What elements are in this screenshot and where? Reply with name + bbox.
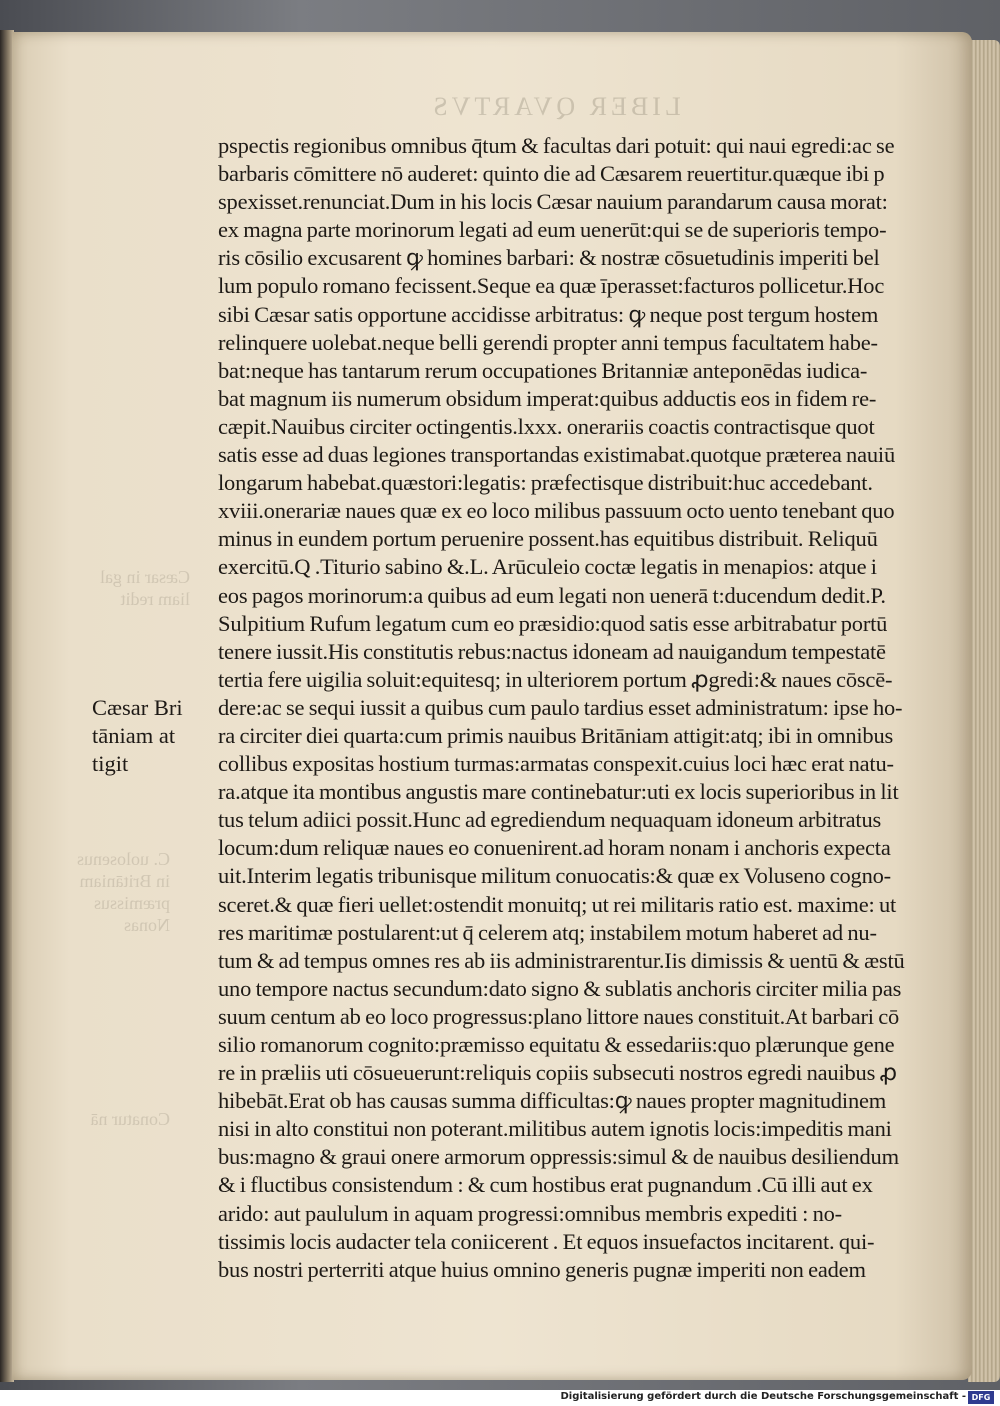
- bleedthrough-line: Conatur nā: [90, 1109, 170, 1129]
- text-line: silio romanorum cognito:præmisso equitatu & essedariis:quo plærunque gene: [218, 1032, 895, 1057]
- bleedthrough-note-2: [40, 848, 170, 936]
- text-line: pspectis regionibus omnibus q̄tum & facultas dari potuit: qui naui egredi:ac se: [218, 133, 895, 158]
- bleedthrough-line: Nonas: [124, 915, 170, 935]
- text-line: ra.atque ita montibus angustis mare continebatur:uti ex locis superioribus in lit: [218, 779, 899, 805]
- text-line: tertia fere uigilia soluit:equitesq; in ulteriorem portum ꝓgredi:& naues cōscē-: [218, 666, 893, 692]
- text-line: minus in eundem portum peruenire possent.has equitibus distribuit. Reliquū: [218, 526, 878, 552]
- footer-credit: Digitalisierung gefördert durch die Deutsche Forschungsgemeinschaft -: [560, 1391, 966, 1402]
- bleedthrough-line: liam redit: [120, 589, 190, 609]
- text-line: ra circiter diei quarta:cum primis nauibus Britāniam attigit:atq; ibi in omnibus: [218, 722, 894, 748]
- text-line: lum populo romano fecissent.Seque ea quæ īperasset:facturos pollicetur.Hoc: [218, 273, 885, 299]
- text-line: locum:dum reliquæ naues eo conuenirent.ad horam nonam i anchoris expecta: [218, 835, 891, 861]
- text-line: cæpit.Nauibus circiter octingentis.lxxx. onerariis coactis contractisque quot: [218, 413, 875, 439]
- bleedthrough-line: Cæsar in gal: [100, 567, 190, 587]
- margin-note-line: tāniam at: [92, 723, 176, 749]
- text-line: barbaris cōmittere nō auderet: quinto die ad Cæsarem reuertitur.quæque ibi p: [218, 161, 885, 187]
- text-line: bat:neque has tantarum rerum occupationes Britanniæ anteponēdas iudica-: [218, 357, 868, 383]
- running-head-bleedthrough: LIBER QVARTVS: [429, 92, 681, 121]
- text-line: arido: aut paululum in aquam progressi:omnibus membris expediti : no-: [218, 1200, 842, 1226]
- text-line: nisi in alto constitui non poterant.militibus autem ignotis locis:impeditis mani: [218, 1116, 892, 1142]
- text-line: sibi Cæsar satis opportune accidisse arbitratus: ꝙ neque post tergum hostem: [218, 301, 879, 327]
- main-text-block: [218, 132, 914, 1284]
- margin-note-line: tigit: [92, 751, 129, 777]
- text-line: Sulpitium Rufum legatum cum eo præsidio:quod satis esse arbitrabatur portū: [218, 610, 888, 636]
- text-line: suum centum ab eo loco progressus:plano littore naues constituit.At barbari cō: [218, 1003, 900, 1029]
- text-line: spexisset.renunciat.Dum in his locis Cæsar nauium parandarum causa morat:: [218, 189, 888, 215]
- text-line: res maritimæ postularent:ut q̄ celerem atq; instabilem motum haberet ad nu-: [218, 919, 877, 945]
- text-line: eos pagos morinorum:a quibus ad eum legati non uenerā t:ducendum dedit.P.: [218, 582, 886, 608]
- margin-note-line: Cæsar Bri: [92, 695, 183, 720]
- text-line: bus nostri perterriti atque huius omnino generis pugnæ imperiti non eadem: [218, 1256, 866, 1282]
- text-line: uno tempore nactus secundum:dato signo & sublatis anchoris circiter milia pas: [218, 975, 902, 1001]
- text-line: uit.Interim legatis tribunisque militum conuocatis:& quæ ex Voluseno cogno-: [218, 863, 891, 889]
- page-stack-edge: [968, 40, 1000, 1382]
- text-line: hibebāt.Erat ob has causas summa difficultas:ꝙ naues propter magnitudinem: [218, 1088, 887, 1114]
- text-line: dere:ac se sequi iussit a quibus cum paulo tardius esset administratum: ipse ho-: [218, 694, 903, 720]
- text-line: bat magnum iis numerum obsidum imperat:quibus adductis eos in fidem re-: [218, 385, 877, 411]
- text-line: tus telum adiici possit.Hunc ad egrediendum nequaquam idoneum arbitratus: [218, 807, 882, 833]
- bleedthrough-line: C. uolosenus: [76, 849, 170, 869]
- text-line: tissimis locis audacter tela coniicerent . Et equos insuefactos incitarent. qui-: [218, 1228, 875, 1254]
- text-line: xviii.onerariæ naues quæ ex eo loco milibus passuum octo uento tenebant quo: [218, 498, 895, 524]
- text-line: relinquere uolebat.neque belli gerendi propter anni tempus facultatem habe-: [218, 329, 878, 355]
- text-line: tum & ad tempus omnes res ab iis administrarentur.Iis dimissis & uentū & æstū: [218, 947, 905, 973]
- bleedthrough-note-1: [60, 566, 190, 610]
- margin-note: [92, 694, 202, 778]
- text-line: longarum habebat.quæstori:legatis: præfectisque distribuit:huc accedebant.: [218, 470, 873, 496]
- text-line: ris cōsilio excusarent ꝙ homines barbari: & nostræ cōsuetudinis imperiti bel: [218, 245, 880, 271]
- bleedthrough-note-3: [40, 1108, 170, 1130]
- text-line: ex magna parte morinorum legati ad eum uenerūt:qui se de superioris tempo-: [218, 217, 887, 243]
- text-line: sceret.& quæ fieri uellet:ostendit monuitq; ut rei militaris ratio est. maxime: ut: [218, 891, 897, 917]
- text-line: & i fluctibus consistendum : & cum hostibus erat pugnandum .Cū illi aut ex: [218, 1172, 873, 1198]
- text-line: re in præliis uti cōsueuerunt:reliquis copiis subsecuti nostros egredi nauibus ꝓ: [218, 1060, 897, 1086]
- dfg-logo: DFG: [968, 1391, 994, 1404]
- text-line: exercitū.Q .Titurio sabino &.L. Arūculeio coctæ legatis in menapios: atque i: [218, 554, 877, 580]
- bleedthrough-line: præmissus: [93, 893, 170, 913]
- bleedthrough-line: in Britāniam: [79, 871, 170, 891]
- text-line: satis esse ad duas legiones transportandas existimabat.quotque præterea nauiū: [218, 442, 896, 468]
- text-line: tenere iussit.His constitutis rebus:nactus idoneam ad nauigandum tempestatē: [218, 638, 886, 664]
- text-line: collibus expositas hostium turmas:armatas conspexit.cuius loci hæc erat natu-: [218, 751, 894, 777]
- text-line: bus:magno & graui onere armorum oppressis:simul & de nauibus desiliendum: [218, 1144, 899, 1170]
